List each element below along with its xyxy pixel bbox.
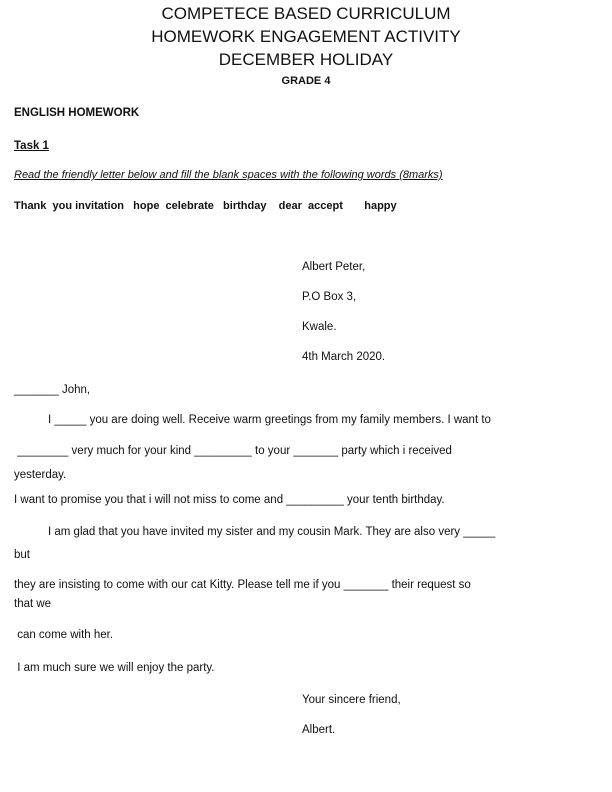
letter-body-line: can come with her.	[14, 629, 114, 641]
letter-body-line: I am glad that you have invited my sister and my cousin Mark. They are also very _____	[48, 526, 496, 538]
grade-label: GRADE 4	[281, 75, 331, 87]
letter-greeting: _______ John,	[14, 384, 91, 396]
title-line-1: COMPETECE BASED CURRICULUM	[161, 4, 451, 23]
letter-closing: Your sincere friend,	[302, 694, 401, 706]
address-line: Kwale.	[302, 321, 337, 333]
letter-body-line: ________ very much for your kind _________ to your _______ party which i received	[14, 445, 452, 457]
letter-body-line: I want to promise you that i will not miss to come and _________ your tenth birthday.	[14, 494, 445, 506]
letter-body-line: that we	[14, 598, 52, 610]
section-title: ENGLISH HOMEWORK	[14, 107, 140, 119]
letter-signature: Albert.	[302, 724, 336, 736]
letter-body-line: they are insisting to come with our cat Kitty. Please tell me if you _______ their request so	[14, 579, 471, 591]
title-line-3: DECEMBER HOLIDAY	[218, 50, 394, 69]
word-bank: Thank you invitation hope celebrate birthday dear accept happy	[14, 200, 397, 212]
letter-body-line: I am much sure we will enjoy the party.	[14, 662, 215, 674]
address-line: Albert Peter,	[302, 261, 366, 273]
letter-date: 4th March 2020.	[302, 351, 386, 363]
letter-body-line: I _____ you are doing well. Receive warm greetings from my family members. I want to	[48, 414, 491, 426]
task-title: Task 1	[14, 140, 49, 152]
letter-body-line: yesterday.	[14, 469, 67, 481]
title-line-2: HOMEWORK ENGAGEMENT ACTIVITY	[151, 27, 461, 46]
address-line: P.O Box 3,	[302, 291, 357, 303]
task-instruction: Read the friendly letter below and fill the blank spaces with the following words (8marks)	[14, 169, 443, 181]
letter-body-line: but	[14, 549, 30, 561]
